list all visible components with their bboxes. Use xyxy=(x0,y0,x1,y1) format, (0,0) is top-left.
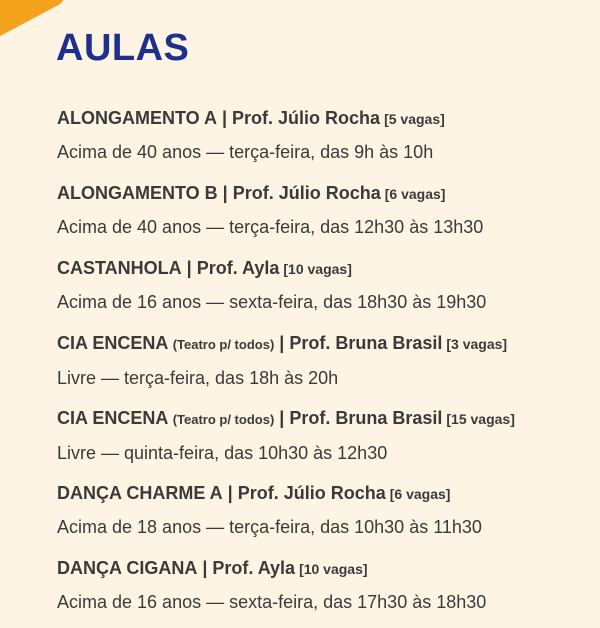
class-vacancies: [10 vagas] xyxy=(283,261,352,277)
class-name: DANÇA CIGANA xyxy=(57,558,198,578)
class-item xyxy=(57,103,587,178)
class-heading xyxy=(57,478,587,509)
separator: | xyxy=(227,483,233,503)
class-item xyxy=(57,328,587,403)
class-heading xyxy=(57,328,587,360)
class-item xyxy=(57,403,587,478)
class-schedule: Acima de 16 anos — sexta-feira, das 17h30 às 18h30 xyxy=(57,592,487,612)
separator: | xyxy=(186,258,192,278)
class-teacher: Prof. Ayla xyxy=(212,558,296,578)
page-title: AULAS xyxy=(56,27,190,69)
class-heading xyxy=(57,103,587,134)
class-schedule: Acima de 40 anos — terça-feira, das 12h30 às 13h30 xyxy=(57,217,484,237)
class-name: DANÇA CHARME A xyxy=(57,483,223,503)
class-schedule: Acima de 16 anos — sexta-feira, das 18h30 às 19h30 xyxy=(57,292,487,312)
class-name: CIA ENCENA xyxy=(57,333,168,353)
class-vacancies: [15 vagas] xyxy=(446,411,515,427)
class-heading xyxy=(57,403,587,435)
separator: | xyxy=(279,408,285,428)
class-note: (Teatro p/ todos) xyxy=(172,412,275,427)
class-teacher: Prof. Júlio Rocha xyxy=(232,183,381,203)
separator: | xyxy=(222,183,228,203)
separator: | xyxy=(202,558,208,578)
class-name: ALONGAMENTO A xyxy=(57,108,217,128)
class-heading xyxy=(57,253,587,284)
class-schedule: Acima de 18 anos — terça-feira, das 10h30 às 11h30 xyxy=(57,517,482,537)
class-heading xyxy=(57,178,587,209)
class-vacancies: [6 vagas] xyxy=(389,486,451,502)
class-heading xyxy=(57,553,587,584)
class-schedule: Acima de 40 anos — terça-feira, das 9h às 10h xyxy=(57,142,434,162)
class-vacancies: [6 vagas] xyxy=(384,186,446,202)
separator: | xyxy=(222,108,228,128)
class-teacher: Prof. Bruna Brasil xyxy=(289,333,443,353)
class-name: ALONGAMENTO B xyxy=(57,183,218,203)
class-vacancies: [10 vagas] xyxy=(299,561,368,577)
class-vacancies: [3 vagas] xyxy=(446,336,508,352)
class-teacher: Prof. Bruna Brasil xyxy=(289,408,443,428)
class-item xyxy=(57,553,587,628)
class-item xyxy=(57,253,587,328)
class-schedule: Livre — terça-feira, das 18h às 20h xyxy=(57,368,339,388)
class-teacher: Prof. Júlio Rocha xyxy=(232,108,381,128)
separator: | xyxy=(279,333,285,353)
class-name: CASTANHOLA xyxy=(57,258,182,278)
class-schedule: Livre — quinta-feira, das 10h30 às 12h30 xyxy=(57,443,388,463)
class-teacher: Prof. Ayla xyxy=(196,258,280,278)
class-name: CIA ENCENA xyxy=(57,408,168,428)
class-list xyxy=(57,103,587,628)
class-vacancies: [5 vagas] xyxy=(384,111,445,127)
class-item xyxy=(57,178,587,253)
class-note: (Teatro p/ todos) xyxy=(172,337,275,352)
class-teacher: Prof. Júlio Rocha xyxy=(237,483,386,503)
class-item xyxy=(57,478,587,553)
